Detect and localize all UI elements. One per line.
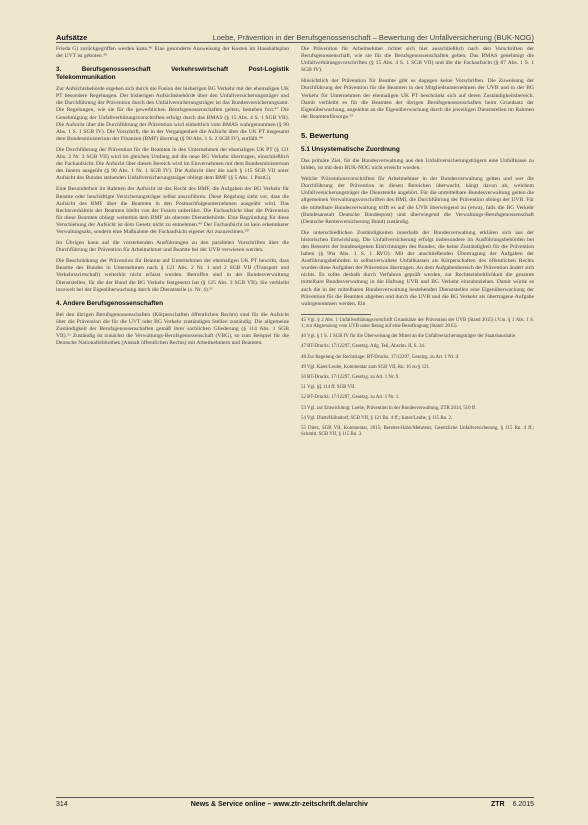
- footnote: 47 BT-Drucks. 17/12297, Gesetzg. Allg. Teil, Abschn. II, S. 34.: [301, 344, 426, 350]
- page-footer: [56, 797, 534, 810]
- footnote: 55 Dietz, SGB VII, Kommentar, 2015; Bereiter-Hahn/Mehrtens, Gesetzliche Unfallversicherung, § 115 Rn. 4 ff.; Schmitt, SGB VII, § 115 Rn. 3.: [301, 426, 534, 438]
- footnote: 45 Vgl. § 2 Abs. 1 Unfallverhütungsvorschrift Grundsätze der Prävention der UVB (Stand 2015) i.V.m. § 1 Abs. 1 S. 1; zur Abgrenzung vom UVB unter Bezug auf eine Beauftragung (Stand: 2015).: [301, 317, 534, 330]
- footnote: 49 Vgl. Kater/Leube, Kommentar zum SGB VII, Rn. 16 zu § 121.: [301, 364, 431, 370]
- right-column: [301, 46, 534, 442]
- footnote-divider: [301, 314, 371, 315]
- section-heading-5: 5. Bewertung: [301, 130, 349, 140]
- left-column: [56, 46, 289, 351]
- footnote: 54 Vgl. Diem/Höhndorf, SGB VII, § 121 Rn. 4 ff.; Kater/Leube, § 115 Rn. 2.: [301, 415, 453, 421]
- paragraph: Zur Aufsichtsbehörde ergeben sich durch die Fusion der bisherigen BG Verkehr mit der ehemaligen UK PT besondere Regelungen. Der bisherigen Aufsichtsbehörde über den Unfallversicherungsträger und die Durchführung der Prävention durch den Unfallversicherungsträger ist das Bundesversicherungsamt. Die Regelungen, wie sie für die gewerblichen Berufsgenossenschaften gelten, bestehen fort.⁴⁷ Die Genehmigung der Unfallverhütungsvorschriften erfolgt durch das BMAS (§ 15 Abs. 4 S. 1 SGB VII). Die Aufsicht über die Durchführung der Prävention wird einheitlich vom BMAS wahrgenommen (§ 90 Abs. 1 S. 1 SGB IV). Die Vorschrift, die in der Vergangenheit die Aufsicht über die UK PT insgesamt dem Bundesministerium der Finanzen (BMF) übertrug (§ 90 Abs. 1 S. 2 SGB IV), entfällt.⁴⁸: [56, 86, 289, 142]
- paragraph: Die Beschränkung der Prävention für Beamte auf Unternehmen der ehemaligen UK PT bewirkt, dass Beamte des Bundes in Unternehmen nach § 121 Abs. 2 Nr. 1 und 2 SGB VII (Transport und Verkehrswirtschaft) weiterhin nicht erfasst werden. Betroffen sind in der Bundesverwaltung Dienststellen, für die der Bund die BG Verkehr festgesetzt hat (§ 125 Abs. 3 SGB VII). Sie verbleibt insoweit bei der Eigenüberwachung durch die Dienststelle (s. Nr. 4).⁵¹: [56, 258, 289, 293]
- paragraph: Die Prävention für Arbeitnehmer richtet sich hier ausschließlich nach den Vorschriften der Berufsgenossenschaft, wie sie für die Berufsgenossenschaften gelten. Das BMAS genehmigt die Unfallverhütungsvorschriften (§ 15 Abs. 4 S. 1 SGB VII) und übt die Fachaufsicht (§ 87 Abs. 1 S. 1 SGB IV).: [301, 46, 534, 74]
- footnote: 53 Vgl. zur Entwicklung: Loebe, Prävention in der Bundesverwaltung, ZTR 2014, 510 ff.: [301, 405, 477, 411]
- footnote: 48 Zur Regelung der Rechtslage: BT-Drucks. 17/12297, Gesetzg. zu Art. 1 Nr. 4.: [301, 354, 460, 360]
- section-label: Aufsätze: [56, 33, 88, 42]
- footnote: 46 Vgl. § 1 S. 1 SGB IV für die Überweisung der Mittel an die Unfallversicherungsträger der Staatshaushalte.: [301, 334, 517, 340]
- paragraph: Im Übrigen kann auf die vorstehenden Ausführungen zu den parallelen Vorschriften über die Durchführung der Prävention für Arbeitnehmer und Beamte bei der UVB verwiesen werden.: [56, 240, 289, 254]
- section-heading-4: 4. Andere Berufsgenossenschaften: [56, 299, 164, 307]
- section-heading-3: 3. Berufsgenossenschaft Verkehrswirtschaft Post-Logistik Telekommunikation: [56, 66, 289, 82]
- footnote: 52 BT-Drucks. 17/12297, Gesetzg. zu Art. 1 Nr. 1.: [301, 395, 400, 401]
- footer-link[interactable]: News & Service online – www.ztr-zeitschrift.de/archiv: [190, 800, 368, 808]
- page-number: 314: [56, 800, 68, 808]
- paragraph: Welche Präventionsvorschriften für Arbeitnehmer in der Bundesverwaltung gelten und wer die Durchführung der Prävention in diesen Bereichen überwacht, hängt davon ab, welchem Unfallversicherungsträger die Dienststelle angehört. Für die unmittelbare Bundesverwaltung gelten die allgemeinen Verwaltungsvorschriften des BMI, die Durchführung der Prävention obliegt der UVB. Für die mittelbare Bundesverwaltung trifft es auf die UVB überwiegend zu (etwa), falls die BG Verkehr (Bundesanstalt Deutsche Bundespost) und überwiegend die Verwaltungs-Berufsgenossenschaft (Deutsche Rentenversicherung Bund) zuständig.: [301, 176, 534, 225]
- paragraph: Die unterschiedlichen Zuständigkeiten innerhalb der Bundesverwaltung erklären sich aus der historischen Entwicklung. Die Unfallversicherung erfolgt insbesondere im Ausführungsbehörden bei den Ressorts der bundeseigenen Einrichtungen des Bundes, die keine Zuständigkeit für die Prävention haben (§ 96a Abs. 1 S. 1 RVO). Mit der anschließenden Übertragung der Aufgaben der Ausführungsbehörden in selbstverwaltete Unfallkassen als Körperschaften des öffentlichen Rechts wurden diese Aufgaben der Prävention übertragen. An dem Aufgabenbereich der Prävention ändert sich nichts. Es sollte deshalb durch Verfahren geprüft werden, zur Rechtseinheitlichkeit die gesamte mittelbare Bundesverwaltung in die Haftung UVB und BG Verkehr einzubeziehen. Damit würde es auch die in der mittelbaren Bundesverwaltung bestehenden Dienststellen eine Eigenüberwachung der Prävention für die Beamten abgeben und durch die UVB und die BG Verkehr als übertragene Aufgabe wahrgenommen werden. Ein: [301, 229, 534, 307]
- running-title: Loebe, Prävention in der Berufsgenossenschaft – Bewertung der Unfallversicherung (BUK-NOG): [212, 33, 534, 42]
- footnotes: [301, 318, 534, 439]
- paragraph: Die Durchführung der Prävention für die Beamten in den Unternehmen der ehemaligen UK PT (§ 121 Abs. 2 Nr. 3 SGB VII) wird im gleichen Umfang auf die neue BG Verkehr übertragen, einschließlich der Fachaufsicht. Die Aufsicht über diesen Bereich wird im Einvernehmen mit dem Bundesministerium des Innern ausgeübt (§ 90 Abs. 1 Nr. 1 SGB IV). Die Aufsicht über die nach § 115 SGB VII unter Aufsicht des Bundes stehenden Unfallversicherungsträger obliegt dem BMF (§ 5 Abs. 1 PostG).: [56, 146, 289, 182]
- paragraph: Frieda G) zurückgegriffen werden kann.⁴⁵ Eine gesonderte Ausweisung der Kosten im Haushaltsplan der UVT ist geboten.⁴⁶: [56, 46, 289, 60]
- paragraph: Hinsichtlich der Prävention für Beamte gibt es dagegen keine Vorschriften. Die Zuweisung der Durchführung der Prävention für die Beamten in den Mitgliedsunternehmen der UVB und in der BG Verkehr für Unternehmen der ehemaligen UK PT beschränkt sich auf deren Zuständigkeitsbereich. Damit verbleibt es für die Beamten der übrigen Berufsgenossenschaften beim Grundsatz der Eigenüberwachung, angelehnt an die Eigenüberwachung durch die jeweiligen Dienststellen im Rahmen der Beamtenfürsorge.⁵³: [301, 78, 534, 120]
- paragraph: Das primäre Ziel, für die Bundesverwaltung aus den Unfallversicherungsträgern eine Unfallkasse zu bilden, ist mit dem BUK-NOG nicht erreicht worden.: [301, 157, 534, 172]
- paragraph: Eine Besonderheit im Rahmen der Aufsicht ist das Recht des BMF, die Aufgaben der BG Verkehr für Beamte oder beschäftigte Versicherungsträger selbst auszuführen. Diese Regelung sieht vor, dass die Aufsicht des BMF über die Beamten in den Postnachfolgeunternehmen ausgeübt wird. Das Rechtsverhältnis der Beamten bleibt von der Fusion unberührt. Die Fachaufsicht über die Prävention für diese Beamten obliegt weiterhin dem BMF als oberster Dienstbehörde. Eine Begründung für diese Verschiebung der Aufsicht ist dem Gesetz nicht zu entnehmen.⁴⁹ Der Fachaufsicht ist kein erkennbarer Verwaltungsakt, sondern eine Maßnahme der Fachaufsicht eigener Art zuzurechnen.⁵⁰: [56, 186, 289, 235]
- page-header: [56, 28, 534, 43]
- issue-number: 6.2015: [512, 800, 534, 808]
- journal-logo: ZTR: [490, 800, 505, 808]
- section-heading-5-1: 5.1 Unsystematische Zuordnung: [301, 145, 400, 153]
- footnote: 50 BT-Drucks. 17/12297, Gesetzg. zu Art. 1 Nr. 9.: [301, 375, 400, 381]
- paragraph: Bei den übrigen Berufsgenossenschaften (Körperschaften öffentlichen Rechts) sind für die Aufsicht über die Prävention die für die UVT oder BG Verkehr zuständigen Stellen zuständig. Die allgemeine Zuständigkeit der Berufsgenossenschaften gemäß ihrer sachlichen Gliederung (§ 114 Abs. 1 SGB VII).⁵² Zuständig ist zunächst die Verwaltungs-Berufsgenossenschaft (VBG), so zum Beispiel für die Deutsche Nationalbibliothek (Anstalt öffentlichen Rechts) mit Arbeitnehmern und Beamten.: [56, 311, 289, 347]
- footnote: 51 Vgl. §§ 114 ff. SGB VII.: [301, 385, 356, 391]
